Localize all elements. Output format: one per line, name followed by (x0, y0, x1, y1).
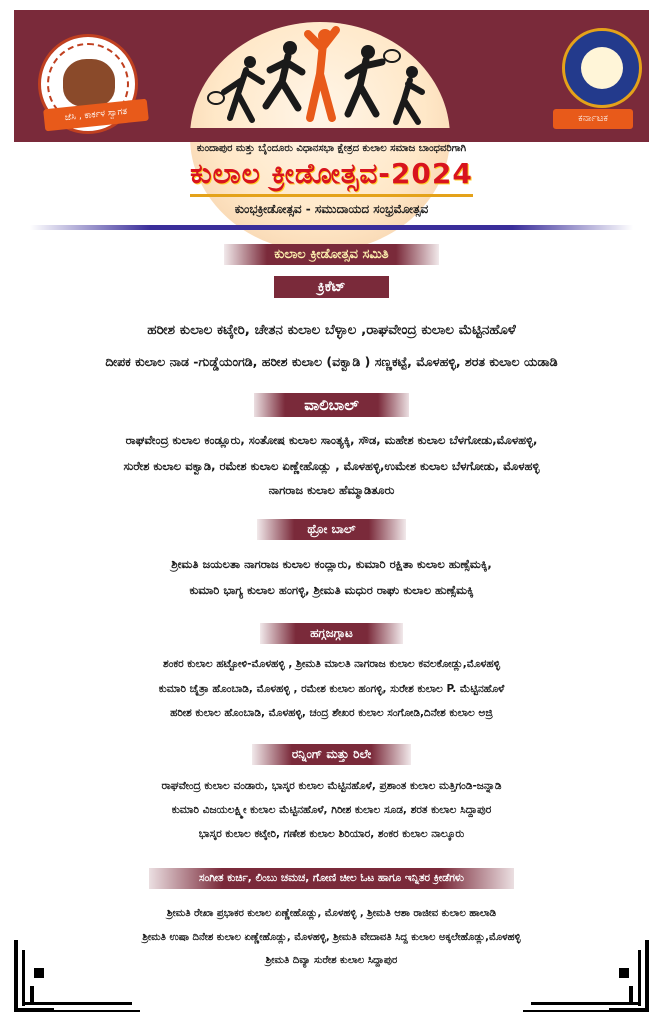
section-tug-of-war-heading (0, 622, 663, 644)
sports-figures-icon (190, 22, 450, 132)
running-line-3: ಭಾಸ್ಕರ ಕುಲಾಲ ಕಟ್ಕೇರಿ, ಗಣೇಶ ಕುಲಾಲ ಶಿರಿಯಾರ, ಶಂಕರ ಕುಲಾಲ ನಾಲ್ಕೂರು (198, 828, 465, 840)
right-logo-tag: ಕರ್ನಾಟಕ (553, 109, 633, 129)
tug-of-war-line-3: ಹರೀಶ ಕುಲಾಲ ಹೊಂಬಾಡಿ, ಮೊಳಹಳ್ಳಿ, ಚಂದ್ರ ಶೇಖರ ಕುಲಾಲ ಸಂಗೋಡಿ,ದಿನೇಶ ಕುಲಾಲ ಅಜ್ರಿ (170, 707, 493, 719)
section-cricket-heading (0, 276, 663, 298)
cricket-line-1: ಹರೀಶ ಕುಲಾಲ ಕಟ್ಕೇರಿ, ಚೇತನ ಕುಲಾಲ ಬೆಳ್ಳಾಲ ,ರಾಘವೇಂದ್ರ ಕುಲಾಲ ಮೆಟ್ಟಿನಹೊಳೆ (147, 322, 516, 338)
section-heading-text: ಹಗ್ಗಜಗ್ಗಾಟ (260, 623, 403, 644)
section-heading-text: ಕ್ರಿಕೆಟ್ (274, 276, 390, 298)
volleyball-line-3: ನಾಗರಾಜ ಕುಲಾಲ ಹೆಮ್ಮಾಡಿತೂರು (268, 483, 395, 497)
section-music-chair-heading (0, 866, 663, 889)
committee-heading-text: ಕುಲಾಲ ಕ್ರೀಡೋತ್ಸವ ಸಮಿತಿ (224, 244, 438, 265)
throwball-line-1: ಶ್ರೀಮತಿ ಜಯಲತಾ ನಾಗರಾಜ ಕುಲಾಲ ಕಂದ್ಲಾರು, ಕುಮಾರಿ ರಕ್ಷಿತಾ ಕುಲಾಲ ಹುಣ್ಸೆಮಕ್ಕಿ, (171, 557, 492, 571)
header-subtitle-bottom: ಕುಂಭಕ್ರೀಡೋತ್ಸವ - ಸಮುದಾಯದ ಸಂಭ್ರಮೋತ್ಸವ (234, 202, 429, 216)
section-throwball-heading (0, 518, 663, 540)
music-chair-line-1: ಶ್ರೀಮತಿ ರೇಖಾ ಪ್ರಭಾಕರ ಕುಲಾಲ ಏಣ್ಣೇಹೊಡ್ಲು, ಮೊಳಹಳ್ಳಿ , ಶ್ರೀಮತಿ ಆಶಾ ರಾಜೀವ ಕುಲಾಲ ಹಾಲಾಡಿ (166, 908, 497, 919)
section-heading-text: ವಾಲಿಬಾಲ್ (254, 393, 409, 417)
event-title: ಕುಲಾಲ ಕ್ರೀಡೋತ್ಸವ-2024 (190, 157, 473, 190)
running-line-2: ಕುಮಾರಿ ವಿಜಯಲಕ್ಷ್ಮೀ ಕುಲಾಲ ಮೆಟ್ಟಿನಹೊಳೆ, ಗಿರೀಶ ಕುಲಾಲ ಸೂಡ, ಶರತ ಕುಲಾಲ ಸಿದ್ದಾಪುರ (171, 804, 492, 816)
music-chair-line-3: ಶ್ರೀಮತಿ ದಿವ್ಯಾ ಸುರೇಶ ಕುಲಾಲ ಸಿದ್ದಾಪುರ (265, 955, 398, 966)
tug-of-war-line-1: ಶಂಕರ ಕುಲಾಲ ಹಟ್ಟೋಳಿ-ಮೊಳಹಳ್ಳಿ , ಶ್ರೀಮತಿ ಮಾಲತಿ ನಾಗರಾಜ ಕುಲಾಲ ಕವಲಕೋಡ್ಲು,ಮೊಳಹಳ್ಳಿ (162, 658, 501, 670)
header-band (14, 128, 649, 142)
volleyball-line-1: ರಾಘವೇಂದ್ರ ಕುಲಾಲ ಕಂಡ್ಲೂರು, ಸಂತೋಷ ಕುಲಾಲ ಸಾಂತ್ಯಕ್ಕಿ, ಸೌಡ, ಮಹೇಶ ಕುಲಾಲ ಬೆಳಗೋಡು,ಮೊಳಹಳ್ಳಿ, (125, 433, 538, 447)
section-heading-text: ರನ್ನಿಂಗ್ ಮತ್ತು ರಿಲೇ (252, 744, 411, 765)
right-organization-logo (562, 28, 642, 108)
section-heading-text: ಸಂಗೀತ ಕುರ್ಚಿ, ಲಿಂಬು ಚಮಚ, ಗೋಣಿ ಚೀಲ ಓಟ ಹಾಗೂ ಇನ್ನಿತರ ಕ್ರೀಡೆಗಳು (149, 868, 514, 889)
header-subtitle-top: ಕುಂದಾಪುರ ಮತ್ತು ಬೈಂದೂರು ವಿಧಾನಸಭಾ ಕ್ಷೇತ್ರದ ಕುಲಾಲ ಸಮಾಜ ಬಾಂಧವರಿಗಾಗಿ (196, 143, 467, 154)
cricket-line-2: ದೀಪಕ ಕುಲಾಲ ನಾಡ -ಗುಡ್ಡೆಯಂಗಡಿ, ಹರೀಶ ಕುಲಾಲ (ವಕ್ವಾಡಿ ) ಸಣ್ಣಕಟ್ಟೆ, ಮೊಳಹಳ್ಳಿ, ಶರತ ಕುಲಾಲ ಯಡಾಡಿ (105, 354, 558, 369)
section-heading-text: ಥ್ರೋ ಬಾಲ್ (257, 519, 405, 540)
left-logo-banner: ಜೆಸಿ , ಕಾರ್ಕಳ ಸ್ವಾಗತ (43, 99, 149, 132)
section-volleyball-heading (0, 393, 663, 417)
committee-heading (0, 243, 663, 265)
title-underline (190, 194, 473, 197)
volleyball-line-2: ಸುರೇಶ ಕುಲಾಲ ವಕ್ವಾಡಿ, ರಮೇಶ ಕುಲಾಲ ಏಣ್ಣೇಹೊಡ್ಲು , ಮೊಳಹಳ್ಳಿ,ಉಮೇಶ ಕುಲಾಲ ಬೆಳಗೋಡು, ಮೊಳಹಳ್ಳಿ (123, 459, 540, 473)
throwball-line-2: ಕುಮಾರಿ ಭಾಗ್ಯ ಕುಲಾಲ ಹಂಗಳ್ಳಿ, ಶ್ರೀಮತಿ ಮಧುರ ರಾಘು ಕುಲಾಲ ಹುಣ್ಸೆಮಕ್ಕಿ (189, 583, 474, 597)
potter-icon (581, 47, 623, 89)
section-running-heading (0, 743, 663, 765)
music-chair-line-2: ಶ್ರೀಮತಿ ಉಷಾ ದಿನೇಶ ಕುಲಾಲ ಏಣ್ಣೇಹೊಡ್ಲು, ಮೊಳಹಳ್ಳಿ, ಶ್ರೀಮತಿ ವೇದಾವತಿ ಸಿದ್ದ ಕುಲಾಲ ಅಕ್ಕಲೇಹೊಡ್ಲು,ಮೊಳಹಳ್ಳಿ (142, 932, 521, 943)
pot-icon (63, 59, 115, 107)
header-divider (30, 225, 633, 230)
running-line-1: ರಾಘವೇಂದ್ರ ಕುಲಾಲ ವಂಡಾರು, ಭಾಸ್ಕರ ಕುಲಾಲ ಮೆಟ್ಟಿನಹೊಳೆ, ಪ್ರಶಾಂತ ಕುಲಾಲ ಮತ್ತಿಗಂಡಿ-ಜನ್ನಾಡಿ (161, 780, 502, 792)
tug-of-war-line-2: ಕುಮಾರಿ ಚೈತ್ರಾ ಹೊಂಬಾಡಿ, ಮೊಳಹಳ್ಳಿ , ರಮೇಶ ಕುಲಾಲ ಹಂಗಳ್ಳಿ, ಸುರೇಶ ಕುಲಾಲ P. ಮೆಟ್ಟಿನಹೊಳೆ (158, 683, 505, 695)
